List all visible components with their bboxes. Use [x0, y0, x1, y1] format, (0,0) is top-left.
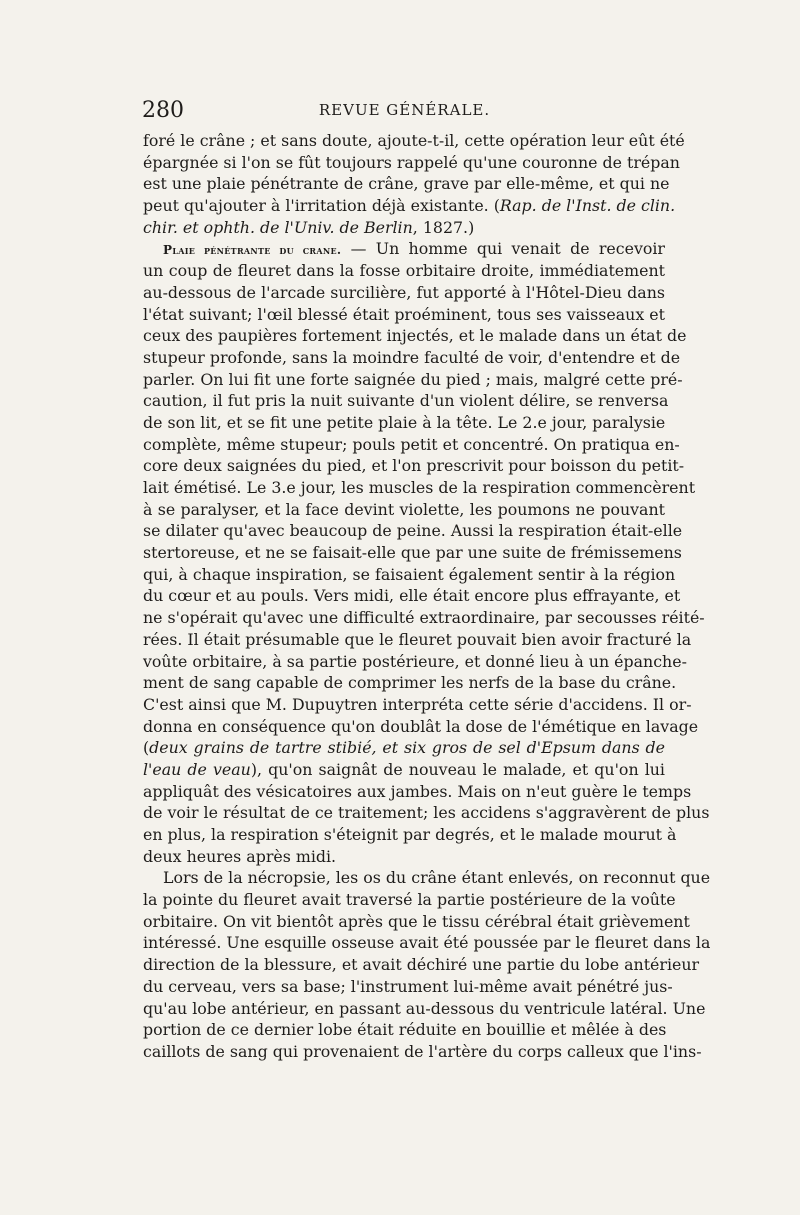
line-text: complète, même stupeur; pouls petit et concentré. On pratiqua en-	[143, 434, 680, 454]
text-line	[143, 759, 665, 781]
text-line	[143, 499, 665, 521]
text-line	[143, 1019, 665, 1041]
text-line	[143, 152, 680, 174]
line-text: qui, à chaque inspiration, se faisaient également sentir à la région	[143, 564, 676, 584]
line-text: core deux saignées du pied, et l'on prescrivit pour boisson du petit-	[143, 456, 685, 476]
text-line	[143, 412, 665, 434]
line-text: peut qu'ajouter à l'irritation déjà existante. (	[143, 196, 500, 216]
text-line	[143, 455, 685, 477]
text-line	[143, 651, 687, 673]
line-text: ceux des paupières fortement injectés, et le malade dans un état de	[143, 326, 687, 346]
text-line	[143, 304, 665, 326]
text-line	[143, 282, 665, 304]
text-line	[143, 585, 681, 607]
line-text: parler. On lui fit une forte saignée du pied ; mais, malgré cette pré-	[143, 369, 683, 389]
text-line	[143, 911, 690, 933]
text-line	[143, 195, 676, 217]
italic-reference: chir. et ophth. de l'Univ. de Berlin	[143, 217, 413, 237]
line-text: caillots de sang qui provenaient de l'artère du corps calleux que l'ins-	[143, 1041, 702, 1061]
text-line	[143, 173, 670, 195]
text-line	[143, 781, 692, 803]
text-line	[143, 802, 710, 824]
line-text: orbitaire. On vit bientôt après que le tissu cérébral était grièvement	[143, 911, 690, 931]
text-line	[143, 867, 711, 889]
line-text: deux heures après midi.	[143, 846, 337, 866]
line-text: intéressé. Une esquille osseuse avait été poussée par le fleuret dans la	[143, 933, 711, 953]
text-line	[143, 672, 677, 694]
line-text: de voir le résultat de ce traitement; les accidens s'aggravèrent de plus	[143, 803, 710, 823]
line-text: du cerveau, vers sa base; l'instrument lui-même avait pénétré jus-	[143, 976, 673, 996]
line-text-after: ), qu'on saignât de nouveau le malade, et qu'on lui	[250, 759, 665, 779]
line-text: Lors de la nécropsie, les os du crâne étant enlevés, on reconnut que	[163, 868, 711, 888]
text-line	[143, 716, 699, 738]
line-text-after: , 1827.)	[412, 217, 475, 237]
text-line	[143, 520, 683, 542]
page-number: 280	[142, 98, 184, 123]
line-text: direction de la blessure, et avait déchiré une partie du lobe antérieur	[143, 955, 700, 975]
text-line	[143, 390, 669, 412]
line-text: voûte orbitaire, à sa partie postérieure, et donné lieu à un épanche-	[143, 651, 687, 671]
text-line	[143, 607, 705, 629]
text-line	[143, 976, 673, 998]
text-line	[143, 824, 677, 846]
text-line	[143, 434, 680, 456]
text-line	[143, 347, 681, 369]
line-text: stertoreuse, et ne se faisait-elle que par une suite de frémissemens	[143, 543, 682, 563]
running-title: REVUE GÉNÉRALE.	[318, 101, 491, 119]
line-text: rées. Il était présumable que le fleuret pouvait bien avoir fracturé la	[143, 629, 692, 649]
line-text: de son lit, et se fit une petite plaie à la tête. Le 2.e jour, paralysie	[143, 412, 666, 432]
line-text: foré le crâne ; et sans doute, ajoute-t-il, cette opération leur eût été	[143, 131, 685, 150]
line-text: — Un homme qui venait de recevoir	[350, 239, 665, 259]
text-line	[143, 130, 685, 152]
line-text: portion de ce dernier lobe était réduite en bouillie et mêlée à des	[143, 1020, 667, 1040]
section-heading: Plaie pénétrante du crane.	[163, 243, 342, 258]
line-text: épargnée si l'on se fût toujours rappelé qu'une couronne de trépan	[143, 152, 680, 172]
line-text: donna en conséquence qu'on doublât la dose de l'émétique en lavage	[143, 716, 699, 736]
text-line	[143, 1041, 702, 1063]
text-line	[143, 998, 706, 1020]
line-text: l'état suivant; l'œil blessé était proéminent, tous ses vaisseaux et	[143, 304, 665, 324]
text-line	[143, 325, 687, 347]
italic-reference: deux grains de tartre stibié, et six gros de sel d'Epsum dans de	[149, 738, 665, 758]
text-line	[143, 477, 696, 499]
text-line	[143, 737, 665, 759]
body-text	[143, 130, 711, 1063]
text-line	[143, 954, 700, 976]
line-text: se dilater qu'avec beaucoup de peine. Aussi la respiration était-elle	[143, 521, 683, 541]
text-line	[143, 889, 676, 911]
line-text: ne s'opérait qu'avec une difficulté extraordinaire, par secousses réité-	[143, 608, 705, 628]
line-text: à se paralyser, et la face devint violette, les poumons ne pouvant	[143, 499, 665, 519]
line-text: qu'au lobe antérieur, en passant au-dessous du ventricule latéral. Une	[143, 998, 706, 1018]
text-line	[143, 260, 665, 282]
line-text: stupeur profonde, sans la moindre faculté de voir, d'entendre et de	[143, 347, 681, 367]
text-line	[143, 694, 692, 716]
line-text: ment de sang capable de comprimer les nerfs de la base du crâne.	[143, 673, 677, 693]
line-text: du cœur et au pouls. Vers midi, elle était encore plus effrayante, et	[143, 586, 681, 606]
line-text: caution, il fut pris la nuit suivante d'un violent délire, se renversa	[143, 391, 669, 411]
text-line	[143, 629, 692, 651]
text-line	[143, 846, 665, 868]
line-text: (	[143, 738, 150, 758]
text-line	[143, 369, 683, 391]
text-line	[143, 217, 665, 239]
line-text: C'est ainsi que M. Dupuytren interpréta cette série d'accidens. Il or-	[143, 694, 692, 714]
page-header	[142, 96, 667, 130]
text-line	[143, 542, 682, 564]
line-text: appliquât des vésicatoires aux jambes. Mais on n'eut guère le temps	[143, 781, 692, 801]
line-text: un coup de fleuret dans la fosse orbitaire droite, immédiatement	[143, 261, 665, 281]
line-text: la pointe du fleuret avait traversé la partie postérieure de la voûte	[143, 890, 676, 910]
line-text: en plus, la respiration s'éteignit par degrés, et le malade mourut à	[143, 825, 677, 844]
text-line	[143, 564, 676, 586]
line-text: est une plaie pénétrante de crâne, grave par elle-même, et qui ne	[143, 174, 670, 194]
text-line	[143, 932, 711, 954]
line-text: au-dessous de l'arcade surcilière, fut apporté à l'Hôtel-Dieu dans	[143, 282, 665, 302]
italic-reference: Rap. de l'Inst. de clin.	[499, 196, 676, 216]
line-text: lait émétisé. Le 3.e jour, les muscles de la respiration commencèrent	[143, 478, 696, 497]
italic-reference: l'eau de veau	[143, 759, 251, 779]
text-line	[143, 238, 665, 260]
